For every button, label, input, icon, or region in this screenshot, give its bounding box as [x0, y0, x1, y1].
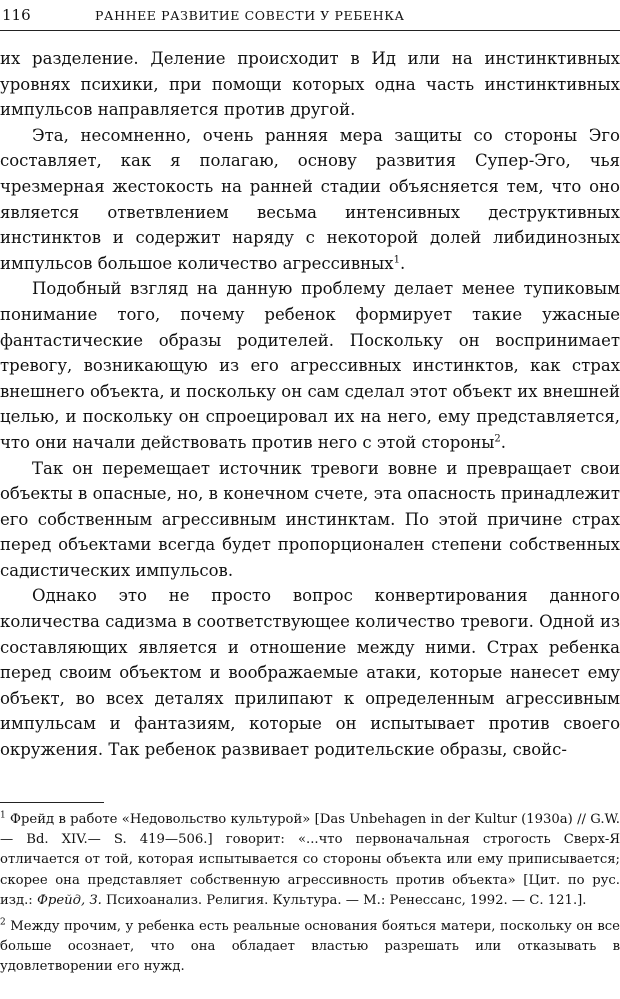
footnote-rule [0, 802, 104, 803]
footnote-1: $^1$ Фрейд в работе «Недовольство культурой» [Das Unbehagen in der Kultur (1930a) // G.W. — Bd. XIV.— S. 419—506.] говорит: «...что первоначальная строгость Сверх-Я отличается от той, которая испытывается со стороны объекта или ему приписывается; скорее она представляет собственную агрессивность против объекта» [Цит. по рус. изд.: Фрейд, З. Психоанализ. Религия. Культура. — М.: Ренессанс, 1992. — С. 121.]. [0, 810, 620, 908]
footnote-2: $^2$ Между прочим, у ребенка есть реальные основания бояться матери, поскольку он все больше осознает, что она обладает властью разрешать или отказывать в удовлетворении его нужд. [0, 917, 620, 975]
footnote-mark-1: 1 [0, 810, 6, 821]
footnote-ref-2[interactable]: 2 [494, 433, 501, 445]
running-title: РАННЕЕ РАЗВИТИЕ СОВЕСТИ У РЕБЕНКА [95, 8, 405, 23]
paragraph-4: Так он перемещает источник тревоги вовне и превращает свои объекты в опасные, но, в конечном счете, эта опасность принадлежит его собственным агрессивным инстинктам. По этой причине страх перед объектами всегда будет пропорционален степени собственных садистических импульсов. [0, 458, 620, 580]
page-number: 116 [2, 6, 31, 24]
footnote-mark-2: 2 [0, 917, 6, 928]
footnote-ref-1[interactable]: 1 [393, 254, 400, 266]
footnotes [0, 810, 620, 978]
footnote-author: Фрейд, З. [36, 892, 102, 908]
body-text [0, 46, 620, 763]
paragraph-1: их разделение. Деление происходит в Ид или на инстинктивных уровнях психики, при помощи которых одна часть инстинктивных импульсов направляется против другой. [0, 49, 620, 120]
header-rule [0, 30, 620, 31]
page-header [0, 4, 620, 30]
paragraph-2: Эта, несомненно, очень ранняя мера защиты со стороны Эго составляет, как я полагаю, основу развития Супер-Эго, чья чрезмерная жестокость на ранней стадии объясняется тем, что оно является ответвлением весьма интенсивных деструктивных инстинктов и содержит наряду с некоторой долей либидинозных импульсов большое количество агрессивных$^1$. [0, 125, 620, 273]
paragraph-5: Однако это не просто вопрос конвертирования данного количества садизма в соответствующее количество тревоги. Одной из составляющих является и отношение между ними. Страх ребенка перед своим объектом и воображаемые атаки, которые нанесет ему объект, во всех деталях прилипают к определенным агрессивным импульсам и фантазиям, которые он испытывает против своего окружения. Так ребенок развивает родительские образы, свойс- [0, 586, 620, 760]
paragraph-3: Подобный взгляд на данную проблему делает менее тупиковым понимание того, почему ребенок формирует такие ужасные фантастические образы родителей. Поскольку он воспринимает тревогу, возникающую из его агрессивных инстинктов, как страх внешнего объекта, и поскольку он сам сделал этот объект их внешней целью, и поскольку он спроецировал их на него, ему представляется, что они начали действовать против него с этой стороны$^2$. [0, 279, 620, 452]
